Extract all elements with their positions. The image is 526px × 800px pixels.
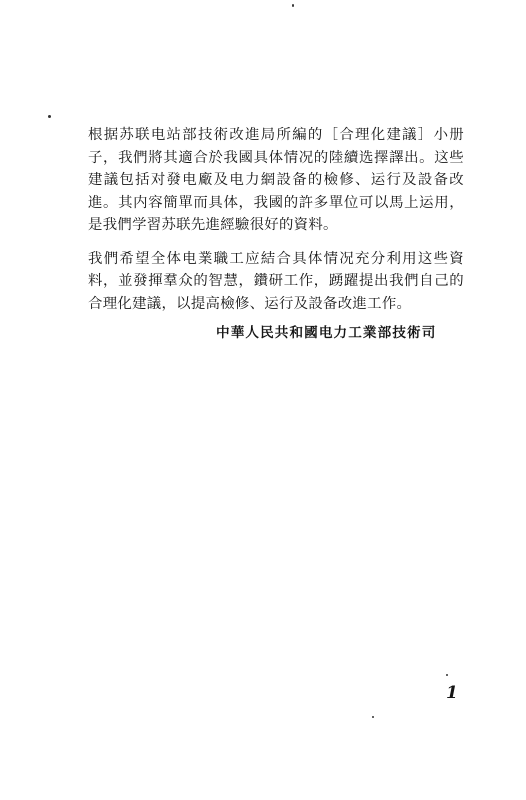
scan-speck bbox=[446, 674, 448, 676]
signature: 中華人民共和國电力工業部技術司 bbox=[216, 325, 437, 341]
scan-speck bbox=[292, 4, 294, 7]
scan-speck bbox=[48, 115, 51, 118]
scan-speck bbox=[372, 716, 374, 718]
paragraph-1: 根据苏联电站部技術改進局所編的［合理化建議］小册子，我們將其適合於我國具体情况的陸續选擇譯出。这些建議包括对發电廠及电力網設备的檢修、运行及設备改進。其内容簡單而具体，我國的許多單位可以馬上运用，是我們学習苏联先進經驗很好的資料。 bbox=[88, 127, 464, 233]
foreword-body bbox=[88, 124, 464, 315]
page-number: 1 bbox=[446, 683, 458, 703]
paragraph-2: 我們希望全体电業職工应結合具体情况充分利用这些資料，並發揮羣众的智慧，鑽研工作，踴躍提出我們自己的合理化建議，以提高檢修、运行及設备改進工作。 bbox=[88, 250, 464, 312]
